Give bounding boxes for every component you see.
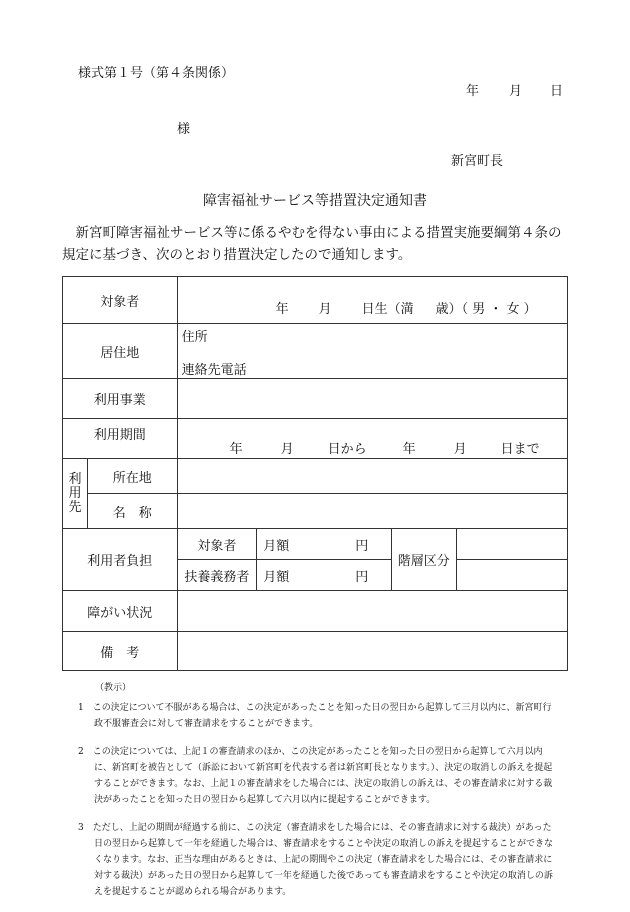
from-year: 年 bbox=[229, 442, 243, 457]
date-day: 日 bbox=[550, 84, 564, 99]
disability-value bbox=[177, 591, 567, 632]
notice-list bbox=[78, 700, 556, 912]
yen-label: 円 bbox=[355, 569, 369, 585]
birth-month: 月 bbox=[318, 301, 332, 317]
disability-label: 障がい状況 bbox=[63, 591, 178, 632]
date-month: 月 bbox=[509, 84, 523, 99]
residence-value bbox=[177, 324, 567, 379]
to-year: 年 bbox=[402, 442, 416, 457]
residence-row bbox=[63, 324, 568, 379]
remarks-row bbox=[63, 632, 568, 671]
address-label: 住所 bbox=[181, 330, 208, 345]
subject-row bbox=[63, 277, 568, 324]
provider-name-value bbox=[177, 494, 567, 529]
remarks-value bbox=[177, 632, 567, 671]
recipient-suffix: 様 bbox=[177, 122, 191, 137]
provider-name-label: 名 称 bbox=[87, 494, 177, 529]
provider-address-value bbox=[177, 459, 567, 494]
form-number: 様式第１号（第４条関係） bbox=[78, 66, 235, 81]
monthly-label: 月額 bbox=[263, 569, 290, 585]
intro-text: 新宮町障害福祉サービス等に係るやむを得ない事由による措置実施要綱第４条の規定に基づき、次のとおり措置決定したので通知します。 bbox=[62, 225, 562, 263]
yen-label: 円 bbox=[355, 538, 369, 554]
issue-date bbox=[466, 80, 563, 99]
tier-value-2 bbox=[456, 560, 567, 591]
date-year: 年 bbox=[466, 84, 480, 99]
tier-value-1 bbox=[456, 529, 567, 560]
notice-item: 3 ただし、上記の期間が経過する前に、この決定（審査請求をした場合には、その審査請求に対する裁決）があった日の翌日から起算して一年を経過した場合は、審査請求をすることや決定の取消しの訴えを提起することができなくなります。なお、正当な理由があるときは、上記の期間やこの決定（審査請求をした場合には、その審査請求に対する裁決）があった日の翌日から起算して一年を経過した後であっても審査請求をすることや決定の取消しの訴えを提起することが認められる場合があります。 bbox=[78, 823, 554, 897]
tier-label: 階層区分 bbox=[391, 529, 456, 591]
notice-heading: （教示） bbox=[95, 683, 132, 693]
remarks-label: 備 考 bbox=[63, 632, 178, 671]
provider-address-label: 所在地 bbox=[87, 459, 177, 494]
birth-day: 日生（満 bbox=[361, 301, 414, 317]
subject-label: 対象者 bbox=[63, 277, 178, 324]
to-month: 月 bbox=[453, 442, 467, 457]
burden-subject-amount bbox=[257, 529, 392, 560]
provider-address-row bbox=[63, 459, 568, 494]
disability-row bbox=[63, 591, 568, 632]
service-value bbox=[177, 379, 567, 419]
service-label: 利用事業 bbox=[63, 379, 178, 419]
period-label: 利用期間 bbox=[63, 419, 178, 459]
issuer: 新宮町長 bbox=[451, 154, 504, 169]
notice-item: 1 この決定について不服がある場合は、この決定があったことを知った日の翌日から起算して三月以内に、新宮町行政不服審査会に対して審査請求をすることができます。 bbox=[78, 703, 552, 729]
burden-label: 利用者負担 bbox=[63, 529, 178, 591]
decision-table bbox=[62, 276, 568, 671]
birth-year: 年 bbox=[275, 301, 289, 317]
residence-label: 居住地 bbox=[63, 324, 178, 379]
provider-name-row bbox=[63, 494, 568, 529]
provider-group-label: 利 用 先 bbox=[63, 459, 88, 529]
notice-item: 2 この決定については、上記１の審査請求のほか、この決定があったことを知った日の翌日から起算して六月以内に、新宮町を被告として（訴訟において新宮町を代表する者は新宮町長となります。）、決定の取消しの訴えを提起することができます。なお、上記１の審査請求をした場合には、決定の取消しの訴えは、その審査請求に対する裁決があったことを知った日の翌日から起算して六月以内に提起することができます。 bbox=[78, 747, 553, 805]
burden-supporter-label: 扶養義務者 bbox=[177, 560, 257, 591]
service-row bbox=[63, 379, 568, 419]
burden-supporter-amount bbox=[257, 560, 392, 591]
age-gender: 歳）（ 男 ・ 女 ） bbox=[435, 301, 537, 317]
from-month: 月 bbox=[280, 442, 294, 457]
period-row bbox=[63, 419, 568, 459]
monthly-label: 月額 bbox=[263, 538, 290, 554]
phone-label: 連絡先電話 bbox=[181, 363, 247, 378]
to-day: 日まで bbox=[500, 442, 540, 457]
burden-subject-row bbox=[63, 529, 568, 560]
burden-subject-label: 対象者 bbox=[177, 529, 257, 560]
page-title: 障害福祉サービス等措置決定通知書 bbox=[203, 193, 427, 209]
subject-value bbox=[177, 277, 567, 324]
period-value bbox=[177, 419, 567, 459]
from-day: 日から bbox=[327, 442, 367, 457]
